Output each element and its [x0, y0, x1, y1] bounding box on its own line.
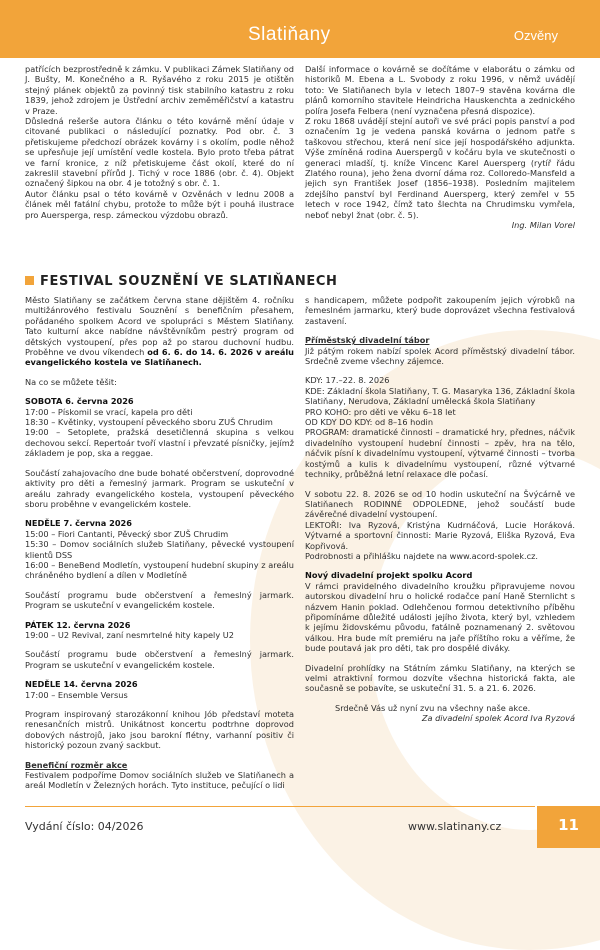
project-text: V rámci pravidelného divadelního kroužku připravujeme novou autorskou divadelní hru o holické rodačce paní Haně Sternlicht s názvem Hanin poklad. Odlehčenou formou detektivního příběhu připomínáme důležité události jejího života, který byl, vzhledem k jejímu židovskému původu, fatálně poznamenaný 2. světovou válkou. Hra bude mít premiéru na jaře příštího roku a věříme, že bude poutavá jak pro děti, tak pro dospělé diváky. [305, 580, 575, 654]
benefit-title: Benefiční rozměr akce [25, 759, 128, 770]
camp-title: Příměstský divadelní tábor [305, 335, 430, 346]
magazine-title: Slatiňany [248, 24, 331, 45]
program-item: 15:00 – Fiori Cantanti, Pěvecký sbor ZUŠ Chrudim [25, 528, 229, 539]
page-number: 11 [537, 806, 600, 848]
program-item: 17:00 – Ensemble Versus [25, 689, 128, 700]
camp-program: PROGRAM: dramatické činnosti – dramatické hry, přednes, náčvik divadelního vystoupení hudební činnosti – zpěv, hra na tělo, náčvik písní k divadelnímu vystoupení, výtvarné činnosti – tvorba kostýmů a kulis k divadelnímu vystoupení, různé výtvarné techniky, průběžná letní relaxace dle počasí. [305, 427, 575, 480]
article-paragraph: Autor článku psal o této kovárně v Ozvěnách v lednu 2008 a článek měl fatální chybu, protože to může být i pouhá ilustrace pro Auersperga, resp. zámeckou výzdobu obrazů. [25, 188, 294, 220]
project-title: Nový divadelní projekt spolku Acord [305, 570, 473, 581]
day-title: NEDĚLE 14. června 2026 [25, 679, 138, 690]
tour-text: Divadelní prohlídky na Státním zámku Slatiňany, na kterých se velmi atraktivní formou dozvíte všechna historická fakta, ale současně se pobavíte, se uskuteční 31. 5. a 21. 6. 2026. [305, 662, 575, 694]
day-note: Součástí programu bude občerstvení a řemeslný jarmark. Program se uskuteční v evangelickém kostele. [25, 649, 294, 670]
camp-where: KDE: Základní škola Slatiňany, T. G. Masaryka 136, Základní škola Slatiňany, Nerudova, Základní umělecká škola Slatiňany [305, 385, 575, 407]
camp-when: KDY: 17.–22. 8. 2026 [305, 375, 390, 386]
intro-text: Město Slatiňany se začátkem června stane dějištěm 4. ročníku multižánrového festivalu Souznění s benefičním přesahem, pořádaného spolkem Acord ve spolupráci s Městem Slatiňany. Tato kulturní akce nabídne návštěvníkům pestrý program od dětských vystoupení, přes pop až po starou duchovní hudbu. Proběhne ve dvou víkendech [25, 295, 294, 358]
page-footer [0, 806, 600, 848]
article-paragraph: Další informace o kovárně se dočítáme v elaborátu o zámku od historiků M. Ebena a L. Svobody z roku 1996, v němž uvádějí toto: Ve Slatiňanech byla v letech 1807–9 stavěna kovárna dle plánů komorního stavitele Heindrichа Hauskenchta a zednického políra Josefa Felbera (není vyznačena přesná dispozice). [305, 64, 575, 116]
article-paragraph: Důsledná rešerše autora článku o této kovárně mění údaje v citované publikaci o následující poznatky. Pod obr. č. 3 přetiskujeme předchozí obrázek kovárny i s okolím, podle něhož se upřesňuje její umístění vedle kostela. Bylo proto třeba pátrat ve farní kronice, z níž přetiskujeme část okolí, které do ní zakreslil stavební přírůd J. Tichý v roce 1886 (obr. č. 4). Objekt označený šipkou na obr. 4 je totožný s obr. č. 1. [25, 116, 294, 189]
day-title: NEDĚLE 7. června 2026 [25, 518, 132, 529]
day-title: PÁTEK 12. června 2026 [25, 619, 131, 630]
footer-divider [25, 806, 535, 807]
heading-square-icon [25, 276, 34, 285]
festival-heading [25, 274, 337, 289]
program-item: 19:00 – Setoplete, pražská desetičlenná skupina s velkou dechovou sekcí. Repertoár tvoří vlastní i převzaté písničky, jejímž základem je pop, ska a reggae. [25, 427, 294, 459]
article-signature: Ing. Milan Vorel [511, 220, 575, 231]
benefit-text: Festivalem podpoříme Domov sociálních služeb ve Slatiňanech a areál Modletín v Železných horách. Tyto instituce, pečující o lidi [25, 770, 294, 791]
camp-hours: OD KDY DO KDY: od 8–16 hodin [305, 417, 434, 428]
camp-show: V sobotu 22. 8. 2026 se od 10 hodin uskuteční na Švýcárně ve Slatiňanech RODINNÉ ODPOLEDNE, jehož součástí bude závěrečné divadelní vystoupení. [305, 488, 575, 520]
issue-number: Vydání číslo: 04/2026 [25, 820, 144, 833]
festival-column-right [305, 295, 575, 724]
day-note: Program inspirovaný starozákonní knihou Jób představí moteta renesančních mistrů. Unikátnost koncertu podtrhne doprovod dobových nástrojů, jako jsou barokní flétny, varhanní positiv či historický pozoun zvaný sackbut. [25, 709, 294, 751]
camp-lecturers: LEKTOŘI: Iva Ryzová, Kristýna Kudrnáčová, Lucie Horáková. Výtvarné a sportovní činnosti: Marie Ryzová, Eliška Ryzová, Eva Kopřivová. [305, 519, 575, 551]
festival-title-text: FESTIVAL SOUZNĚNÍ VE SLATIŇANECH [40, 274, 338, 289]
festival-column-left [25, 295, 294, 791]
camp-intro: Již pátým rokem nabízí spolek Acord příměstský divadelní tábor. Srdečně zveme všechny zájemce. [305, 345, 575, 367]
program-item: 19:00 – U2 Revival, zaní nesmrtelné hity kapely U2 [25, 629, 234, 640]
day-note: Součástí programu bude občerstvení a řemeslný jarmark. Program se uskuteční v evangelickém kostele. [25, 589, 294, 611]
program-item: 16:00 – BeneBend Modletín, vystoupení hudební skupiny z areálu chráněného bydlení a dílen v Modletíně [25, 559, 294, 581]
festival-intro [25, 295, 294, 368]
continued-text: s handicapem, můžete podpořit zakoupením jejich výrobků na řemeslném jarmarku, který bude doprovázet všechna festivalová zastavení. [305, 295, 575, 326]
lookforward-text: Na co se můžete těšit: [25, 376, 117, 387]
closing-signature: Za divadelní spolek Acord Iva Ryzová [421, 713, 575, 724]
intro-dates: od 6. 6. do 14. 6. 2026 v areálu evangelického kostela ve Slatiňanech. [25, 347, 294, 368]
section-name: Ozvěny [513, 28, 558, 43]
article-paragraph: patřících bezprostředně k zámku. V publikaci Zámek Slatiňany od J. Bušty, M. Konečného a R. Ryšavého z roku 2015 je otištěn stejný plánek objektů za povinný tisk stabilního katastru z roku 1839, jehož zdrojem je Ústřední archiv zeměměřičství a katastru v Praze. [25, 64, 294, 116]
program-item: 15:30 – Domov sociálních služeb Slatiňany, pěvecké vystoupení klientů DSS [25, 539, 294, 560]
article-column-right [305, 64, 575, 231]
article-column-left [25, 64, 294, 220]
page-header [0, 0, 600, 58]
program-item: 17:00 – Pískomil se vrací, kapela pro děti [25, 406, 193, 417]
closing-text: Srdečně Vás už nyní zvu na všechny naše akce. [335, 702, 531, 713]
camp-info: Podrobnosti a přihlášku najdete na www.acord-spolek.cz. [305, 550, 539, 561]
article-paragraph: Z roku 1868 uvádějí stejní autoři ve své práci popis panství a pod označením 1g je vedena panská kovárna o jednom patře s taškovou střechou, která není sice její hospodářského adjunkta. Výše zmíněná rodina Auerspergů v kočáru byla ve skutečnosti o generaci mladší, tj. kníže Vincenc Karel Auersperg (rytíř řádu Zlatého rouna), jeho žena dvorní dáma roz. Colloredo-Mansfeld a jejich syn František Josef (1856–1938). Posledním majitelem zdejšího panství byl Ferdinand Auersperg, který zemřel v 55 letech v roce 1942, čímž tato šlechta na Chrudimsku vymřela, neboť nebyl žnat (obr. č. 5). [305, 116, 575, 220]
website-link[interactable]: www.slatinany.cz [408, 820, 502, 833]
program-item: 18:30 – Květinky, vystoupení pěveckého sboru ZUŠ Chrudim [25, 417, 273, 428]
day-note: Součástí zahajovacího dne bude bohaté občerstvení, doprovodné aktivity pro děti a řemeslný jarmark. Program se uskuteční v areálu zahrady evangelického kostela, vystoupení pěveckého sboru proběhne v evangelickém kostele. [25, 467, 294, 509]
day-title: SOBOTA 6. června 2026 [25, 396, 134, 407]
camp-for-whom: PRO KOHO: pro děti ve věku 6–18 let [305, 406, 456, 417]
